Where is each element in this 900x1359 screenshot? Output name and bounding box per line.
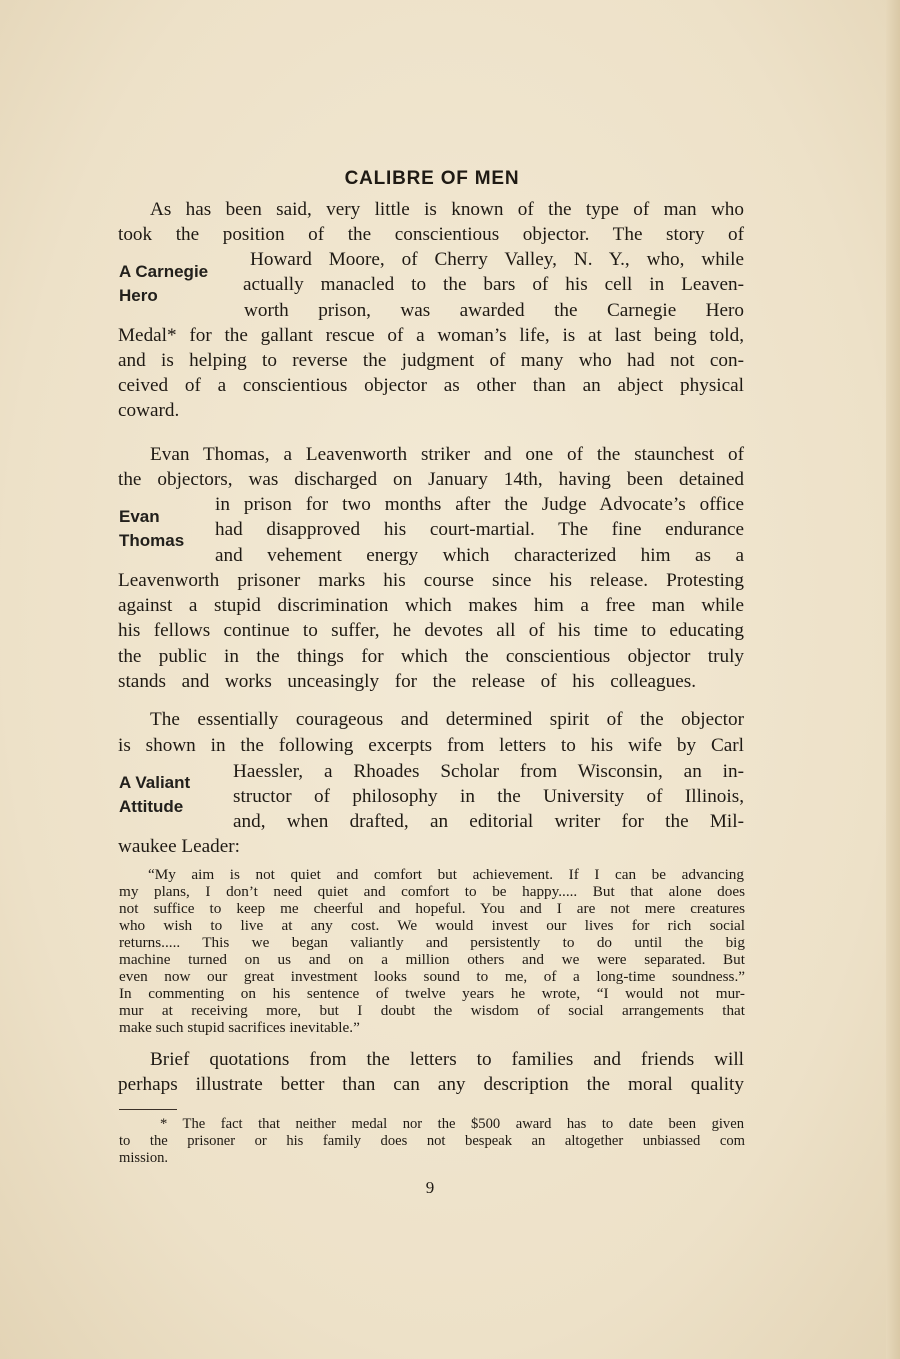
quote-line: mur at receiving more, but I doubt the wisdom of social arrangements that (119, 1002, 745, 1019)
body-line: coward. (118, 400, 180, 421)
page-edge (886, 0, 900, 1359)
body-line: The essentially courageous and determined spirit of the objector (150, 709, 744, 730)
body-line: Haessler, a Rhoades Scholar from Wisconsin, an in- (233, 761, 744, 782)
body-line: the objectors, was discharged on January 14th, having been detained (118, 469, 744, 490)
footnote-line: to the prisoner or his family does not bespeak an altogether unbiassed com (119, 1133, 745, 1149)
footnote-line: * The fact that neither medal nor the $500 award has to date been given (160, 1116, 744, 1132)
body-line: structor of philosophy in the University of Illinois, (233, 786, 744, 807)
body-line: perhaps illustrate better than can any description the moral quality (118, 1074, 744, 1095)
sidenote-line: Thomas (119, 531, 185, 550)
sidenote-line: Hero (119, 286, 158, 305)
body-line: and vehement energy which characterized him as a (215, 545, 744, 566)
sidenote-line: A Valiant (119, 773, 191, 792)
body-line: Brief quotations from the letters to families and friends will (150, 1049, 744, 1070)
quote-line: machine turned on us and on a million others and we were separated. But (119, 951, 745, 968)
body-line: stands and works unceasingly for the release of his colleagues. (118, 671, 696, 692)
body-line: Medal* for the gallant rescue of a woman’s life, is at last being told, (118, 325, 744, 346)
sidenote-line: A Carnegie (119, 262, 209, 281)
body-line: actually manacled to the bars of his cell in Leaven- (243, 274, 744, 295)
body-line: his fellows continue to suffer, he devotes all of his time to educating (118, 620, 744, 641)
body-line: and is helping to reverse the judgment of many who had not con- (118, 350, 744, 371)
section-heading: CALIBRE OF MEN (344, 168, 520, 189)
footnote-rule (119, 1109, 177, 1110)
body-line: worth prison, was awarded the Carnegie Hero (244, 300, 744, 321)
page-number: 9 (425, 1178, 435, 1197)
body-line: As has been said, very little is known of the type of man who (150, 199, 744, 220)
sidenote-evan-thomas (119, 505, 184, 553)
quote-line: returns..... This we began valiantly and persistently to do until the big (119, 934, 745, 951)
body-line: and, when drafted, an editorial writer for the Mil- (233, 811, 744, 832)
quote-line: “My aim is not quiet and comfort but achievement. If I can be advancing (148, 866, 744, 883)
body-line: Howard Moore, of Cherry Valley, N. Y., who, while (250, 249, 744, 270)
body-line: Leavenworth prisoner marks his course since his release. Protesting (118, 570, 744, 591)
body-line: waukee Leader: (118, 836, 240, 857)
footnote-line: mission. (119, 1150, 169, 1166)
body-line: in prison for two months after the Judge Advocate’s office (215, 494, 744, 515)
sidenote-valiant-attitude (119, 771, 190, 819)
quote-line: my plans, I don’t need quiet and comfort to be happy..... But that alone does (119, 883, 745, 900)
quote-line: make such stupid sacrifices inevitable.” (119, 1019, 360, 1036)
body-line: is shown in the following excerpts from letters to his wife by Carl (118, 735, 744, 756)
quote-line: who wish to live at any cost. We would invest our lives for rich social (119, 917, 745, 934)
quote-line: In commenting on his sentence of twelve years he wrote, “I would not mur- (119, 985, 745, 1002)
sidenote-line: Attitude (119, 797, 184, 816)
body-line: had disapproved his court-martial. The fine endurance (215, 519, 744, 540)
sidenote-line: Evan (119, 507, 160, 526)
quote-line: not suffice to keep me cheerful and hopeful. You and I are not mere creatures (119, 900, 745, 917)
body-line: against a stupid discrimination which makes him a free man while (118, 595, 744, 616)
body-line: the public in the things for which the conscientious objector truly (118, 646, 744, 667)
body-line: took the position of the conscientious objector. The story of (118, 224, 744, 245)
quote-line: even now our great investment looks sound to me, of a long-time soundness.” (119, 968, 745, 985)
body-line: Evan Thomas, a Leavenworth striker and one of the staunchest of (150, 444, 744, 465)
sidenote-carnegie-hero (119, 260, 208, 308)
body-line: ceived of a conscientious objector as other than an abject physical (118, 375, 744, 396)
